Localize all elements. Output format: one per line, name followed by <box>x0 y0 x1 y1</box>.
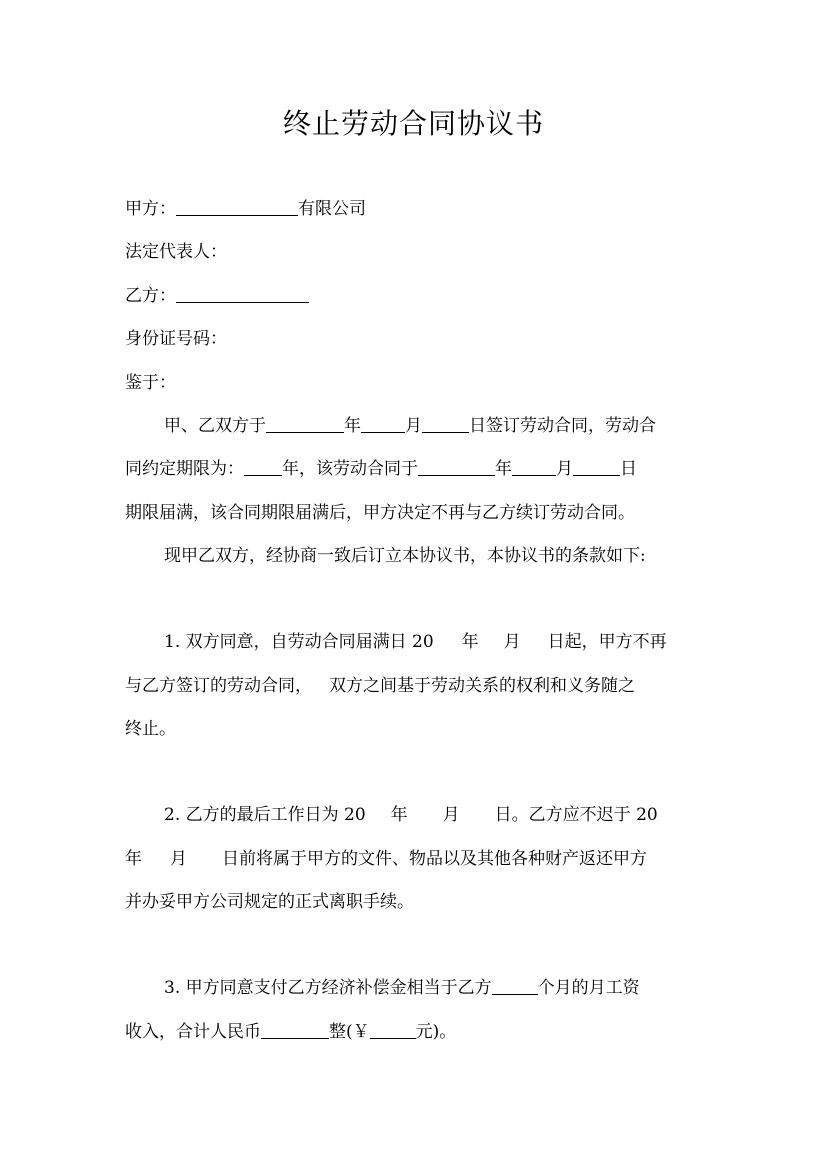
whereas-line: 鉴于： <box>125 373 176 393</box>
expiry-year-blank[interactable] <box>418 459 495 476</box>
clause-3-line-2 <box>125 1020 705 1044</box>
recital-text: 年，该劳动合同于 <box>282 459 418 479</box>
party-a-blank[interactable] <box>176 199 298 216</box>
clause-text: 1. 双方同意，自劳动合同届满日 20 <box>164 632 434 652</box>
clause-2-line-2 <box>125 847 705 871</box>
clause-3-line-1 <box>125 976 705 1000</box>
recital-line-3: 期限届满，该合同期限届满后，甲方决定不再与乙方续订劳动合同。 <box>125 503 635 523</box>
clause-text: 与乙方签订的劳动合同， <box>125 676 312 696</box>
document-title: 终止劳动合同协议书 <box>282 107 544 140</box>
year-text: 年 <box>390 805 408 825</box>
recital-line-1 <box>125 414 705 438</box>
party-a-suffix: 有限公司 <box>298 199 366 219</box>
legal-rep-line: 法定代表人： <box>125 242 227 262</box>
clause-1-line-3: 终止。 <box>125 719 176 739</box>
recital-line-4: 现甲乙双方，经协商一致后订立本协议书，本协议书的条款如下: <box>164 546 646 566</box>
months-blank[interactable] <box>492 978 538 995</box>
year-text: 年 <box>344 416 361 436</box>
clause-1-line-1 <box>125 630 705 654</box>
clause-text: 整(￥ <box>329 1022 370 1042</box>
party-a-label: 甲方： <box>125 199 176 219</box>
term-years-blank[interactable] <box>244 459 282 476</box>
clause-text: 个月的月工资 <box>537 978 640 998</box>
month-text: 月 <box>405 416 422 436</box>
sign-month-blank[interactable] <box>361 416 405 433</box>
party-b-line <box>125 284 705 308</box>
month-text: 月 <box>442 805 460 825</box>
recital-text: 日签订劳动合同，劳动合 <box>469 416 656 436</box>
sign-year-blank[interactable] <box>266 416 344 433</box>
expiry-day-blank[interactable] <box>573 459 620 476</box>
clause-text: 日。乙方应不迟于 20 <box>494 805 658 825</box>
id-number-line: 身份证号码： <box>125 329 227 349</box>
clause-text: 2. 乙方的最后工作日为 20 <box>164 805 366 825</box>
sign-day-blank[interactable] <box>422 416 469 433</box>
party-a-line <box>125 197 705 221</box>
year-text: 年 <box>495 459 512 479</box>
clause-1-line-2 <box>125 674 705 698</box>
recital-text: 同约定期限为： <box>125 459 244 479</box>
party-b-label: 乙方： <box>125 286 176 306</box>
clause-2-line-1 <box>125 803 705 827</box>
month-text: 月 <box>170 849 187 869</box>
clause-text: 3. 甲方同意支付乙方经济补偿金相当于乙方 <box>164 978 492 998</box>
amount-number-blank[interactable] <box>370 1022 416 1039</box>
month-text: 月 <box>503 632 521 652</box>
clause-text: 元)。 <box>415 1022 457 1042</box>
month-text: 月 <box>556 459 573 479</box>
party-b-blank[interactable] <box>176 286 309 303</box>
clause-text: 日前将属于甲方的文件、物品以及其他各种财产返还甲方 <box>222 849 647 869</box>
clause-text: 双方之间基于劳动关系的权利和义务随之 <box>329 676 635 696</box>
clause-2-line-3: 并办妥甲方公司规定的正式离职手续。 <box>125 892 414 912</box>
clause-text: 收入，合计人民币 <box>125 1022 261 1042</box>
recital-line-2 <box>125 457 705 481</box>
year-text: 年 <box>125 849 142 869</box>
year-text: 年 <box>461 632 479 652</box>
expiry-month-blank[interactable] <box>512 459 556 476</box>
day-text: 日 <box>620 459 637 479</box>
clause-text: 日起，甲方不再 <box>547 632 667 652</box>
amount-words-blank[interactable] <box>261 1022 329 1039</box>
recital-text: 甲、乙双方于 <box>164 416 266 436</box>
